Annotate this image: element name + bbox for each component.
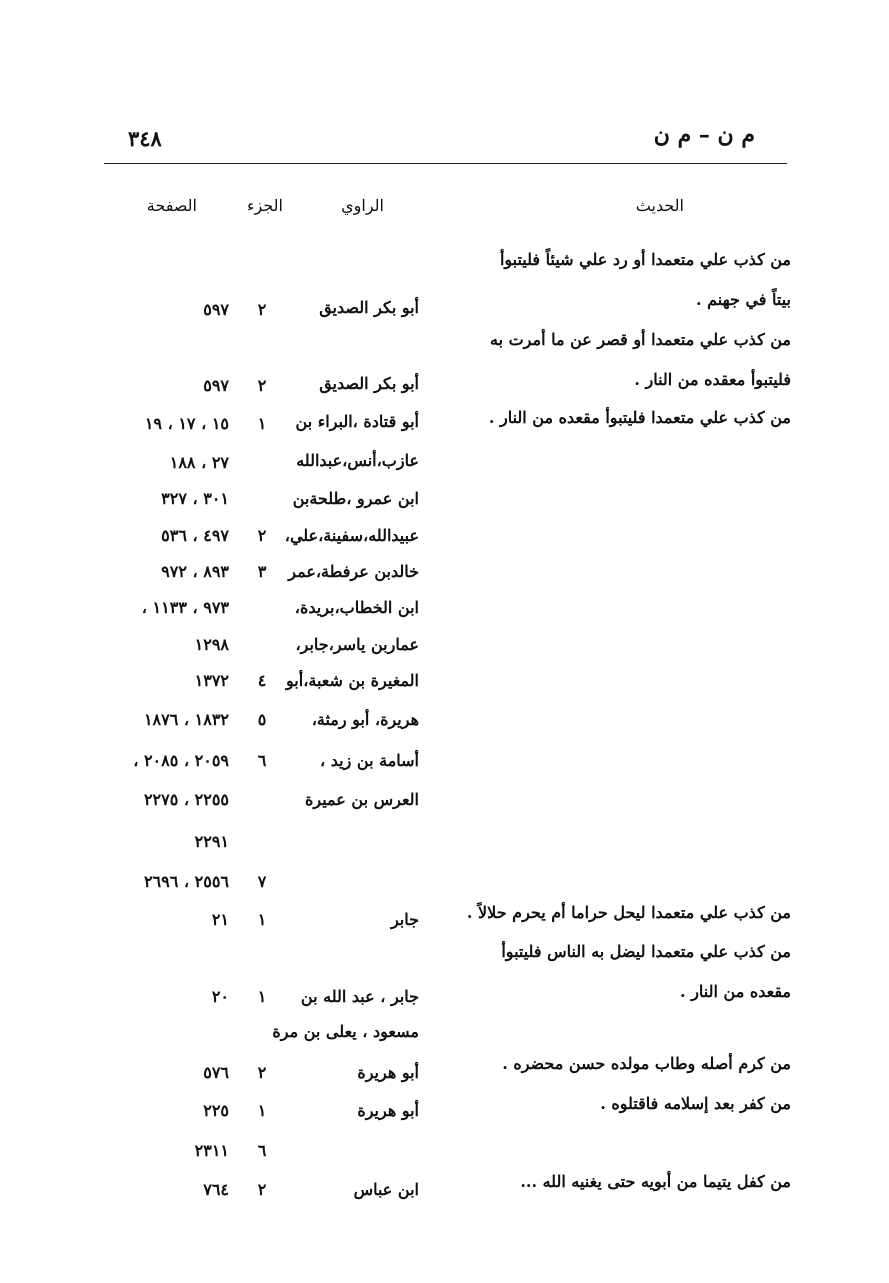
page-reference: ٢٥٥٦ ، ٢٦٩٦ — [143, 872, 229, 891]
hadith-line: بيتاً في جهنم . — [696, 290, 791, 309]
page-reference: ١٣٧٢ — [194, 671, 229, 690]
volume-number: ٢ — [257, 376, 267, 395]
header-rule — [104, 163, 787, 164]
volume-number: ١ — [257, 910, 267, 929]
volume-number: ٤ — [257, 671, 267, 690]
volume-number: ١ — [257, 414, 267, 433]
narrator-line: عماربن ياسر،جابر، — [295, 635, 419, 654]
narrator-line: جابر ، عبد الله بن — [300, 987, 419, 1006]
narrator-line: المغيرة بن شعبة،أبو — [286, 671, 419, 690]
page-number: ٣٤٨ — [128, 126, 162, 151]
narrator-line: أبو قتادة ،البراء بن — [295, 412, 419, 431]
section-letters: م ن – م ن — [653, 122, 755, 148]
volume-number: ٧ — [257, 872, 267, 891]
narrator-line: العرس بن عميرة — [304, 790, 419, 809]
page-reference: ٢٢٥ — [203, 1101, 229, 1120]
page-reference: ٩٧٣ ، ١١٣٣ ، — [141, 598, 229, 617]
narrator-line: ابن عمرو ،طلحةبن — [292, 489, 419, 508]
page-reference: ٧٦٤ — [203, 1180, 229, 1199]
page-reference: ٢٢٥٥ ، ٢٢٧٥ — [143, 790, 229, 809]
hadith-line: فليتبوأ معقده من النار . — [634, 370, 791, 389]
page-reference: ٢٧ ، ١٨٨ — [169, 453, 229, 472]
hadith-line: من كذب علي متعمدا فليتبوأ مقعده من النار . — [488, 408, 791, 427]
page-reference: ٥٧٦ — [203, 1063, 229, 1082]
volume-number: ٥ — [257, 710, 267, 729]
page-reference: ٢٣١١ — [194, 1141, 229, 1160]
narrator-line: أبو هريرة — [357, 1063, 419, 1082]
page-reference: ٢١ — [211, 910, 229, 929]
volume-number: ١ — [257, 987, 267, 1006]
narrator-line: أسامة بن زيد ، — [320, 751, 419, 770]
narrator-line: أبو هريرة — [357, 1101, 419, 1120]
narrator-line: مسعود ، يعلى بن مرة — [272, 1022, 419, 1041]
narrator-line: هريرة، أبو رمثة، — [311, 710, 419, 729]
hadith-line: من كذب علي متعمدا ليضل به الناس فليتبوأ — [501, 942, 791, 961]
volume-number: ٢ — [257, 1063, 267, 1082]
narrator-line: أبو بكر الصديق — [319, 374, 419, 393]
volume-number: ٢ — [257, 526, 267, 545]
page-reference: ٤٩٧ ، ٥٣٦ — [161, 526, 229, 545]
page-reference: ٢٠ — [211, 987, 229, 1006]
column-header-volume: الجزء — [247, 196, 283, 215]
narrator-line: ابن عباس — [353, 1180, 419, 1199]
hadith-line: من كذب علي متعمدا أو قصر عن ما أمرت به — [490, 330, 791, 349]
page-reference: ٢٢٩١ — [194, 832, 229, 851]
column-header-hadith: الحديث — [635, 196, 684, 215]
page-reference: ١٨٣٢ ، ١٨٧٦ — [143, 710, 229, 729]
narrator-line: أبو بكر الصديق — [319, 298, 419, 317]
hadith-line: من كرم أصله وطاب مولده حسن محضره . — [502, 1054, 791, 1073]
page-reference: ٥٩٧ — [203, 376, 229, 395]
volume-number: ٢ — [257, 300, 267, 319]
hadith-line: من كفل يتيما من أبويه حتى يغنيه الله ... — [520, 1172, 791, 1191]
hadith-line: مقعده من النار . — [680, 982, 791, 1001]
hadith-line: من كذب علي متعمدا أو رد علي شيئاً فليتبوأ — [499, 250, 791, 269]
narrator-line: عازب،أنس،عبدالله — [296, 451, 419, 470]
page-reference: ٢٠٥٩ ، ٢٠٨٥ ، — [133, 751, 229, 770]
hadith-line: من كفر بعد إسلامه فاقتلوه . — [600, 1094, 791, 1113]
volume-number: ٦ — [257, 1141, 267, 1160]
page-reference: ٣٠١ ، ٣٢٧ — [161, 489, 229, 508]
narrator-line: عبيدالله،سفينة،علي، — [284, 526, 419, 545]
volume-number: ١ — [257, 1101, 267, 1120]
narrator-line: خالدبن عرفطة،عمر — [288, 562, 419, 581]
column-header-narrator: الراوي — [341, 196, 384, 215]
volume-number: ٣ — [257, 562, 267, 581]
page-reference: ٨٩٣ ، ٩٧٢ — [161, 562, 229, 581]
page-reference: ١٥ ، ١٧ ، ١٩ — [144, 414, 229, 433]
narrator-line: جابر — [390, 910, 419, 929]
page-reference: ٥٩٧ — [203, 300, 229, 319]
hadith-line: من كذب علي متعمدا ليحل حراما أم يحرم حلالاً . — [466, 903, 791, 922]
column-header-page: الصفحة — [146, 196, 197, 215]
volume-number: ٦ — [257, 751, 267, 770]
volume-number: ٢ — [257, 1180, 267, 1199]
narrator-line: ابن الخطاب،بريدة، — [294, 598, 419, 617]
page-reference: ١٢٩٨ — [194, 635, 229, 654]
